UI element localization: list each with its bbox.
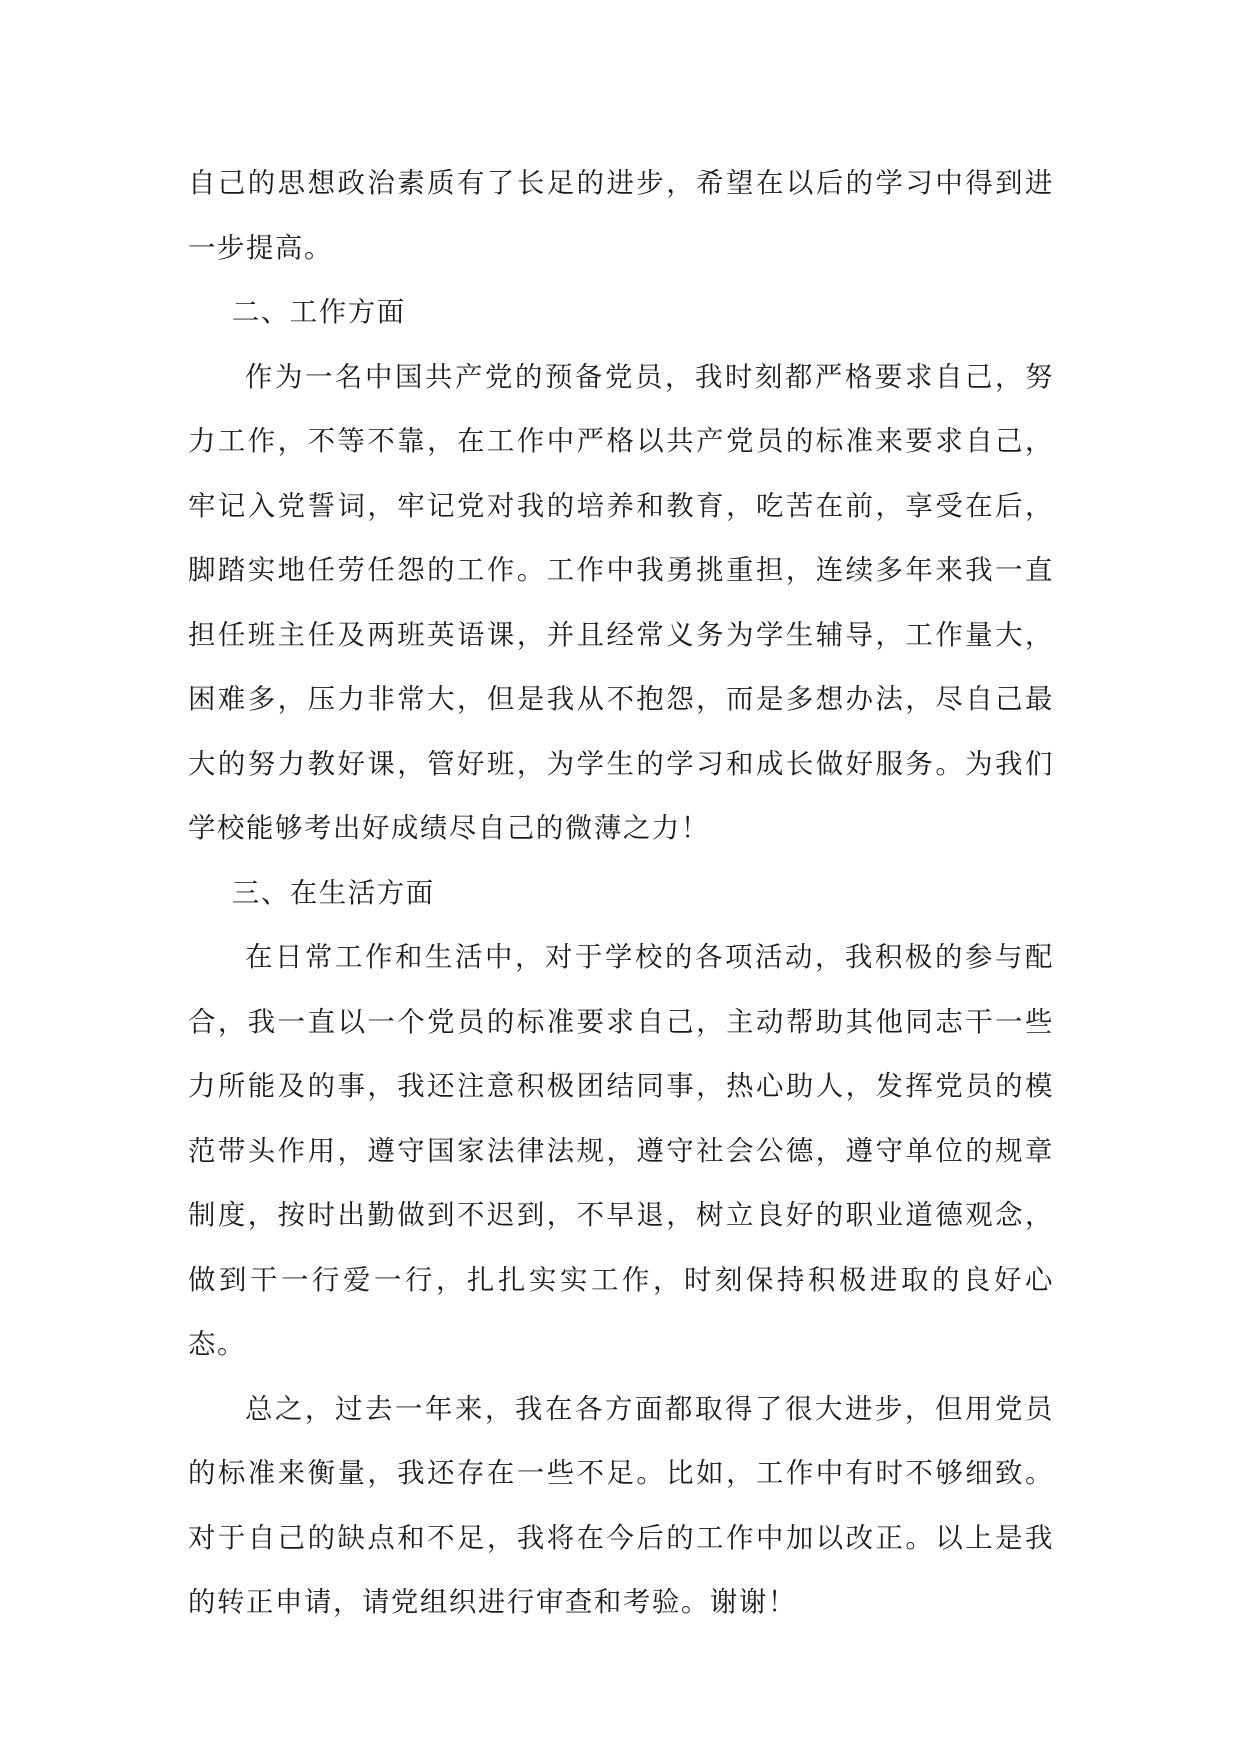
paragraph-conclusion: 总之，过去一年来，我在各方面都取得了很大进步，但用党员的标准来衡量，我还存在一些不足。比如，工作中有时不够细致。对于自己的缺点和不足，我将在今后的工作中加以改正。以上是我的转正申请，请党组织进行审查和考验。谢谢！ — [188, 1393, 1054, 1618]
paragraph-continuation: 自己的思想政治素质有了长足的进步，希望在以后的学习中得到进一步提高。 — [188, 168, 1054, 264]
paragraph-work: 作为一名中国共产党的预备党员，我时刻都严格要求自己，努力工作，不等不靠，在工作中严格以共产党员的标准来要求自己，牢记入党誓词，牢记党对我的培养和教育，吃苦在前，享受在后，脚踏实地任劳任怨的工作。工作中我勇挑重担，连续多年来我一直担任班主任及两班英语课，并且经常义务为学生辅导，工作量大，困难多，压力非常大，但是我从不抱怨，而是多想办法，尽自己最大的努力教好课，管好班，为学生的学习和成长做好服务。为我们学校能够考出好成绩尽自己的微薄之力！ — [188, 361, 1054, 844]
paragraph-life: 在日常工作和生活中，对于学校的各项活动，我积极的参与配合，我一直以一个党员的标准要求自己，主动帮助其他同志干一些力所能及的事，我还注意积极团结同事，热心助人，发挥党员的模范带头作用，遵守国家法律法规，遵守社会公德，遵守单位的规章制度，按时出勤做到不迟到，不早退，树立良好的职业道德观念，做到干一行爱一行，扎扎实实工作，时刻保持积极进取的良好心态。 — [188, 942, 1054, 1360]
document-body — [188, 152, 1054, 1636]
section-heading-life: 三、在生活方面 — [231, 877, 435, 909]
section-heading-work: 二、工作方面 — [231, 297, 406, 328]
